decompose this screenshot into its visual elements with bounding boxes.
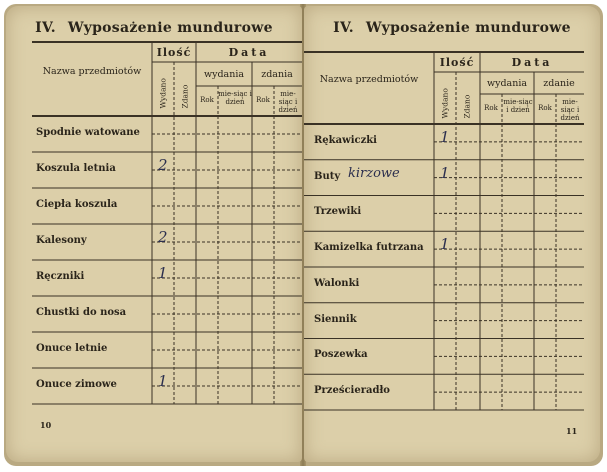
column-header-rok: Rok — [256, 96, 270, 104]
quantity-issued: 2 — [158, 228, 168, 246]
column-header-miesiac: mie-siąc i dzień — [560, 98, 580, 122]
page-right — [304, 6, 600, 462]
column-header-data: Data — [511, 56, 553, 69]
quantity-issued: 2 — [158, 156, 168, 174]
section-title: Wyposażenie mundurowe — [67, 20, 273, 36]
item-name: Spodnie watowane — [36, 127, 140, 138]
column-header-zdania: zdanie — [543, 78, 575, 89]
item-name: Onuce letnie — [36, 343, 108, 354]
section-title: Wyposażenie mundurowe — [365, 20, 571, 36]
section-number: IV. — [35, 20, 56, 36]
page-left — [6, 6, 302, 462]
column-header-wydano: Wydano — [158, 78, 168, 109]
item-name: Kamizelka futrzana — [314, 242, 424, 254]
quantity-issued: 1 — [158, 264, 168, 282]
handwritten-note: kirzowe — [348, 165, 400, 181]
quantity-issued: 1 — [440, 127, 450, 146]
column-header-ilosc: Ilość — [439, 56, 475, 69]
column-header-rok: Rok — [484, 104, 498, 112]
quantity-issued: 1 — [440, 163, 450, 182]
section-number: IV. — [333, 20, 354, 36]
item-name: Ciepła koszula — [36, 199, 118, 210]
item-name: Ręczniki — [36, 271, 85, 282]
column-header-wydano: Wydano — [440, 88, 450, 119]
item-name: Poszewka — [314, 349, 368, 361]
column-header-zdania: zdania — [261, 69, 293, 80]
item-name: Siennik — [314, 313, 357, 325]
column-header-zdano: Zdano — [180, 84, 190, 109]
item-name: Chustki do nosa — [36, 307, 127, 318]
column-header-wydania: wydania — [203, 69, 245, 80]
column-header-data: Data — [228, 46, 270, 59]
item-name: Rękawiczki — [314, 134, 377, 146]
item-name: Prześcieradło — [314, 385, 390, 397]
column-header-rok: Rok — [538, 104, 552, 112]
item-name: Koszula letnia — [36, 163, 116, 174]
item-name: Buty — [314, 170, 341, 182]
quantity-issued: 1 — [440, 235, 450, 254]
column-header-rok: Rok — [200, 96, 214, 104]
column-header-miesiac: mie-siąc i dzień — [278, 90, 298, 114]
column-header-miesiac: mie-siąc i dzień — [503, 98, 533, 114]
item-name: Walonki — [314, 277, 360, 289]
column-header-name: Nazwa przedmiotów — [319, 74, 419, 85]
page-number: 11 — [566, 426, 578, 436]
booklet — [4, 4, 603, 466]
column-header-name: Nazwa przedmiotów — [42, 66, 142, 77]
item-name: Onuce zimowe — [36, 379, 117, 390]
column-header-wydania: wydania — [486, 78, 528, 89]
column-header-ilosc: Ilość — [156, 46, 192, 59]
page-number: 10 — [40, 420, 52, 430]
column-header-zdano: Zdano — [462, 94, 472, 119]
item-name: Trzewiki — [314, 206, 362, 218]
column-header-miesiac: mie-siąc i dzień — [218, 90, 252, 106]
item-name: Kalesony — [36, 235, 87, 246]
quantity-issued: 1 — [158, 372, 168, 390]
